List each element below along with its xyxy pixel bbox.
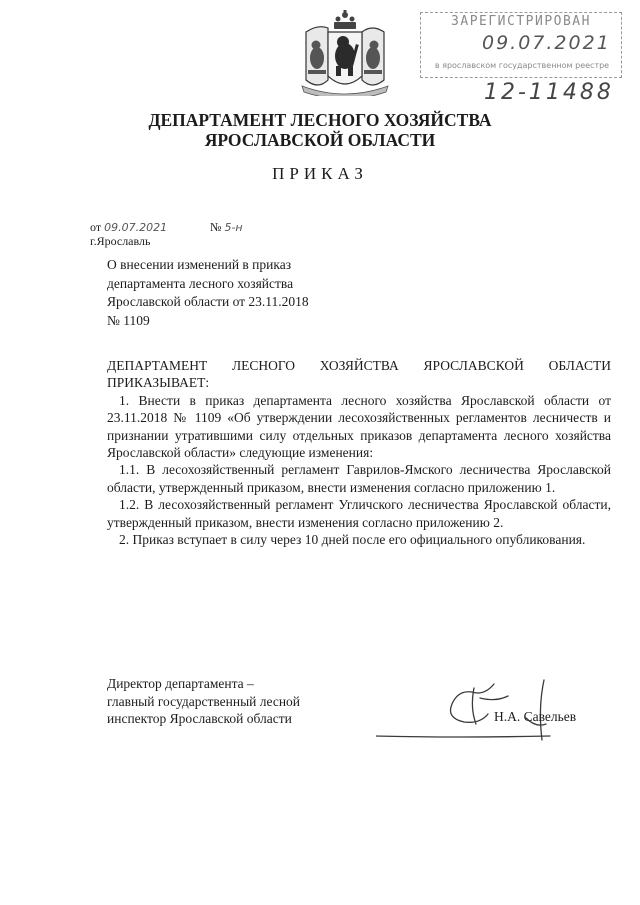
subject-line-2: департамента лесного хозяйства	[107, 275, 294, 291]
order-date	[90, 220, 167, 235]
document-type-heading: ПРИКАЗ	[272, 164, 368, 183]
department-title-line-2: ЯРОСЛАВСКОЙ ОБЛАСТИ	[204, 130, 436, 150]
order-preamble: ДЕПАРТАМЕНТ ЛЕСНОГО ХОЗЯЙСТВА ЯРОСЛАВСКОЙ ОБЛАСТИ ПРИКАЗЫВАЕТ:	[107, 358, 611, 391]
subject-line-4: № 1109	[107, 312, 150, 328]
signatory-position-line-3: инспектор Ярославской области	[107, 711, 292, 726]
subject-line-3: Ярославской области от 23.11.2018	[107, 294, 309, 309]
order-item-1: 1. Внести в приказ департамента лесного хозяйства Ярославской области от 23.11.2018 № 1109 «Об утверждении лесохозяйственных регламентов лесничеств и признании утратившими силу отдельных приказов департамента лесного хозяйства Ярославской области» следующие изменения:	[107, 392, 611, 461]
stamp-caption: в ярославском государственном реестре	[434, 61, 610, 70]
order-number-prefix: №	[210, 220, 222, 234]
department-title	[0, 110, 640, 150]
signatory-position-line-2: главный государственный лесной	[107, 693, 301, 709]
order-subject	[107, 256, 367, 330]
order-item-1-2: 1.2. В лесохозяйственный регламент Угличского лесничества Ярославской области, утвержденный приказом, внести изменения согласно приложению 2.	[107, 497, 611, 530]
signatory-position	[107, 675, 367, 728]
order-body	[107, 357, 611, 548]
signatory-name: Н.А. Савельев	[494, 709, 577, 724]
order-item-2: 2. Приказ вступает в силу через 10 дней после его официального опубликования.	[119, 532, 586, 548]
subject-line-1: О внесении изменений в приказ	[107, 257, 292, 272]
order-number	[210, 220, 243, 235]
signatory-position-line-1: Директор департамента –	[107, 676, 254, 691]
stamp-title: ЗАРЕГИСТРИРОВАН	[451, 14, 591, 29]
stamp-registration-date: 09.07.2021	[482, 32, 611, 54]
registration-stamp	[420, 12, 626, 112]
order-city: г.Ярославль	[90, 234, 151, 248]
coat-of-arms-emblem	[298, 10, 392, 96]
order-date-value: 09.07.2021	[104, 221, 168, 234]
order-number-value: 5-н	[224, 221, 243, 234]
stamp-registration-number: 12-11488	[484, 80, 614, 105]
order-item-1-1: 1.1. В лесохозяйственный регламент Гаврилов-Ямского лесничества Ярославской области, утвержденный приказом, внести изменения согласно приложению 1.	[107, 462, 611, 495]
department-title-line-1: ДЕПАРТАМЕНТ ЛЕСНОГО ХОЗЯЙСТВА	[148, 110, 492, 130]
order-date-prefix: от	[90, 220, 102, 234]
